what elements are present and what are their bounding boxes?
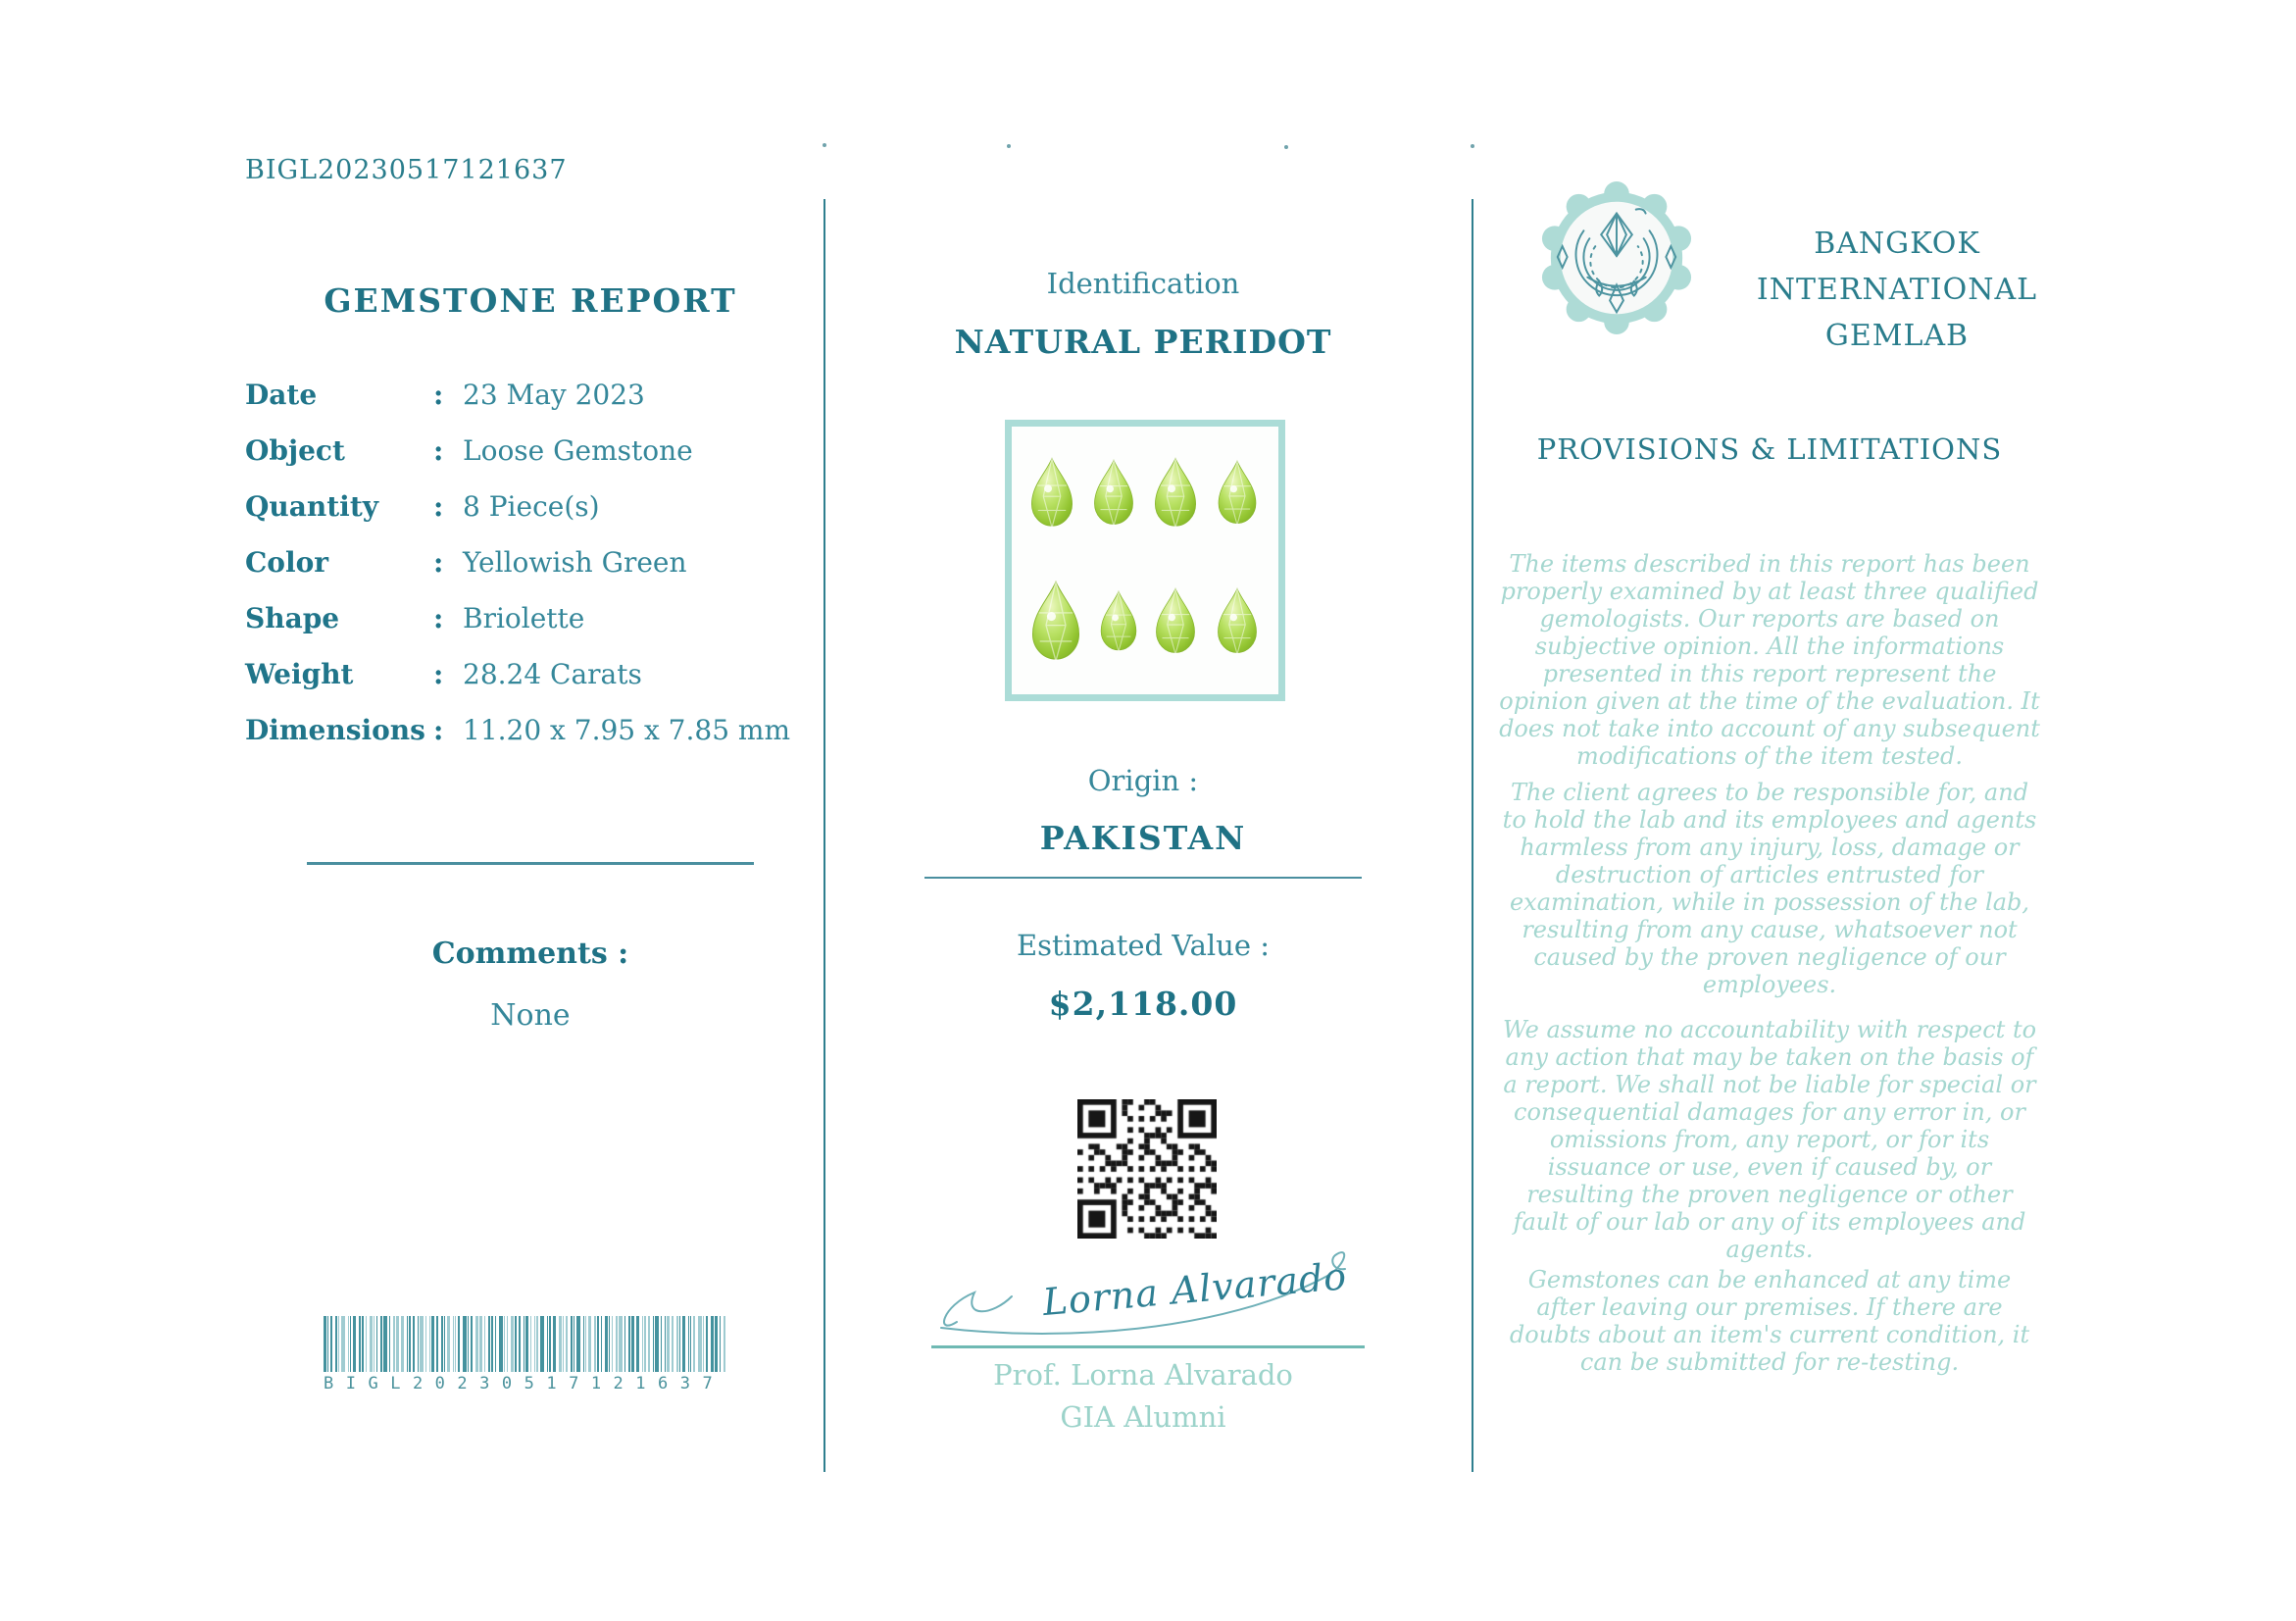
report-title: GEMSTONE REPORT	[324, 281, 737, 321]
provisions-paragraph: We assume no accountability with respect to any action that may be taken on the basis of a report. We shall not be liable for special or consequential damages for any error in, or omissions from, any report, or for its issuance or use, even if caused by, or resulting the proven negligence or other fault of our lab or any of its employees and agents.	[1502, 1016, 2037, 1263]
lab-name	[1721, 221, 2073, 359]
identification-value: NATURAL PERIDOT	[954, 323, 1332, 361]
field-label: Date	[245, 379, 318, 411]
barcode	[324, 1316, 731, 1393]
gem-grid	[1012, 427, 1278, 694]
gemlab-logo-badge	[1539, 180, 1694, 335]
panel-divider-right	[1472, 199, 1473, 1472]
gemstone-icon	[1152, 579, 1199, 665]
field-separator: :	[433, 546, 444, 579]
field-label: Object	[245, 434, 345, 467]
qr-code	[1077, 1099, 1217, 1239]
comments-value: None	[490, 998, 571, 1033]
field-separator: :	[433, 379, 444, 411]
field-value: Loose Gemstone	[463, 434, 693, 467]
field-value: 28.24 Carats	[463, 658, 642, 690]
signature-rule	[931, 1345, 1365, 1348]
gem-row	[1022, 579, 1269, 665]
field-row-date	[245, 367, 794, 423]
lab-name-line: GEMLAB	[1824, 319, 1970, 353]
field-separator: :	[433, 490, 444, 523]
registration-dot	[1284, 145, 1288, 149]
signatory-name: Prof. Lorna Alvarado	[993, 1358, 1293, 1392]
left-panel-rule	[307, 862, 754, 865]
gem-row	[1022, 456, 1269, 531]
field-value: Yellowish Green	[463, 546, 687, 579]
barcode-text: BIGL20230517121637	[324, 1374, 725, 1393]
signatory-title: GIA Alumni	[1060, 1400, 1226, 1434]
registration-dot	[1471, 144, 1474, 148]
report-fields	[245, 367, 794, 758]
field-label: Shape	[245, 602, 340, 634]
field-separator: :	[433, 602, 444, 634]
origin-label: Origin :	[1087, 764, 1199, 797]
provisions-paragraph: The client agrees to be responsible for, and to hold the lab and its employees and agents harmless from any injury, loss, damage or destruction of articles entrusted for examination, while in possession of the lab, resulting from any cause, whatsoever not caused by the proven negligence of our employees.	[1502, 779, 2037, 998]
signature-name: Lorna Alvarado	[1040, 1254, 1349, 1325]
field-row-shape	[245, 590, 794, 646]
field-row-color	[245, 534, 794, 590]
field-separator: :	[433, 434, 444, 467]
lab-name-line: INTERNATIONAL	[1756, 273, 2038, 307]
estimated-value-label: Estimated Value :	[1016, 929, 1271, 962]
gemstone-icon	[1027, 579, 1084, 665]
gemstone-icon	[1097, 585, 1140, 658]
center-panel-rule	[924, 877, 1362, 879]
field-separator: :	[433, 658, 444, 690]
field-row-dimensions	[245, 702, 794, 758]
provisions-paragraph: Gemstones can be enhanced at any time after leaving our premises. If there are doubts about an item's current condition, it can be submitted for re-testing.	[1509, 1266, 2030, 1376]
report-number: BIGL20230517121637	[245, 155, 568, 185]
field-label: Quantity	[245, 490, 379, 523]
gemstone-icon	[1212, 586, 1263, 657]
gemstone-icon	[1209, 459, 1266, 528]
gemstone-icon	[1085, 458, 1142, 529]
field-label: Weight	[245, 658, 354, 690]
field-value: 11.20 x 7.95 x 7.85 mm	[463, 714, 791, 746]
field-row-object	[245, 423, 794, 479]
comments-label: Comments :	[431, 937, 629, 971]
provisions-title: PROVISIONS & LIMITATIONS	[1536, 432, 2003, 466]
registration-dot	[823, 143, 826, 147]
origin-value: PAKISTAN	[1039, 819, 1247, 857]
provisions-paragraph: The items described in this report has been properly examined by at least three qualified gemologists. Our reports are based on subjective opinion. All the informations presented in this report represent the opinion given at the time of the evaluation. It does not take into account of any subsequent modifications of the item tested.	[1499, 550, 2040, 770]
field-separator: :	[433, 714, 444, 746]
gemstone-icon	[1148, 456, 1203, 531]
field-row-quantity	[245, 479, 794, 534]
signature	[927, 1232, 1365, 1343]
registration-dot	[1007, 144, 1011, 148]
estimated-value: $2,118.00	[1048, 985, 1238, 1023]
field-row-weight	[245, 646, 794, 702]
gemstone-photo	[1005, 420, 1285, 701]
field-label: Color	[245, 546, 329, 579]
field-label: Dimensions	[245, 714, 425, 746]
identification-label: Identification	[1046, 267, 1240, 300]
gemstone-icon	[1024, 456, 1079, 531]
field-value: Briolette	[463, 602, 585, 634]
panel-divider-left	[824, 199, 825, 1472]
field-value: 23 May 2023	[463, 379, 645, 411]
field-value: 8 Piece(s)	[463, 490, 600, 523]
lab-name-line: BANGKOK	[1814, 227, 1980, 261]
barcode-bars	[324, 1316, 731, 1372]
